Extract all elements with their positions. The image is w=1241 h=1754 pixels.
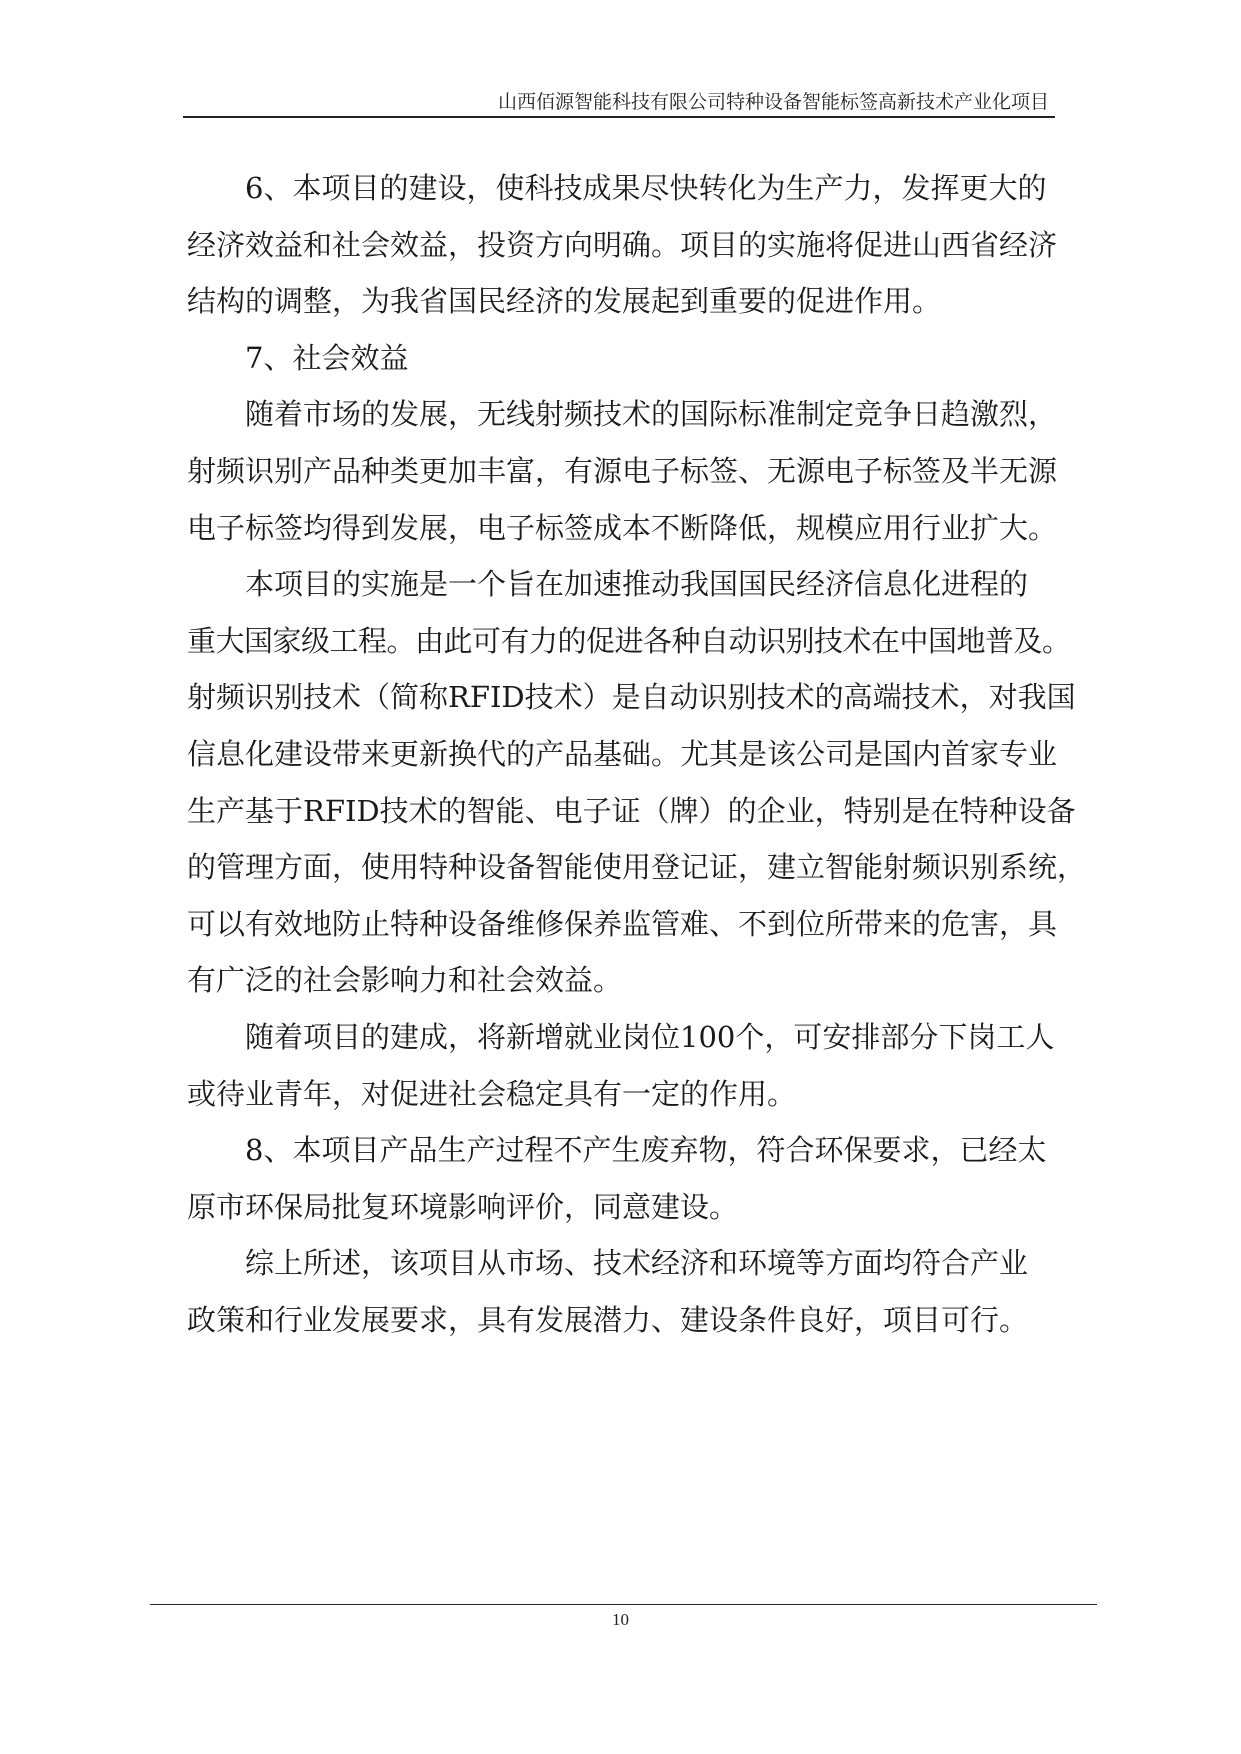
header-title: 山西佰源智能科技有限公司特种设备智能标签高新技术产业化项目 <box>497 91 1049 113</box>
paragraph-market-line-3: 电子标签均得到发展，电子标签成本不断降低，规模应用行业扩大。 <box>187 510 1058 545</box>
page-header <box>183 84 1055 118</box>
paragraph-implementation-line-7: 可以有效地防止特种设备维修保养监管难、不到位所带来的危害，具 <box>187 906 1058 941</box>
paragraph-implementation-line-3: 射频识别技术（简称RFID技术）是自动识别技术的高端技术，对我国 <box>187 680 1076 715</box>
paragraph-implementation-line-8: 有广泛的社会影响力和社会效益。 <box>187 963 623 998</box>
paragraph-implementation-line-5: 生产基于RFID技术的智能、电子证（牌）的企业，特别是在特种设备 <box>187 793 1076 828</box>
paragraph-employment-line-2: 或待业青年，对促进社会稳定具有一定的作用。 <box>187 1076 797 1111</box>
paragraph-employment-line-1: 随着项目的建成，将新增就业岗位100个，可安排部分下岗工人 <box>245 1019 1055 1054</box>
paragraph-6-line-1: 6、本项目的建设，使科技成果尽快转化为生产力，发挥更大的 <box>245 171 1047 205</box>
paragraph-implementation-line-2: 重大国家级工程。由此可有力的促进各种自动识别技术在中国地普及。 <box>187 623 1071 658</box>
paragraph-8-line-1: 8、本项目产品生产过程不产生废弃物，符合环保要求，已经太 <box>245 1133 1047 1168</box>
paragraph-market-line-1: 随着市场的发展，无线射频技术的国际标准制定竞争日趋激烈， <box>245 397 1058 432</box>
paragraph-market-line-2: 射频识别产品种类更加丰富，有源电子标签、无源电子标签及半无源 <box>187 453 1058 488</box>
paragraph-implementation-line-1: 本项目的实施是一个旨在加速推动我国国民经济信息化进程的 <box>245 567 1029 602</box>
paragraph-6-line-2: 经济效益和社会效益，投资方向明确。项目的实施将促进山西省经济 <box>187 227 1058 262</box>
paragraph-6-line-3: 结构的调整，为我省国民经济的发展起到重要的促进作用。 <box>187 284 942 319</box>
paragraph-8-line-2: 原市环保局批复环境影响评价，同意建设。 <box>187 1189 739 1224</box>
footer-divider <box>150 1604 1097 1605</box>
paragraph-implementation-line-6: 的管理方面，使用特种设备智能使用登记证，建立智能射频识别系统， <box>187 850 1087 885</box>
page-number: 10 <box>612 1610 629 1629</box>
paragraph-implementation-line-4: 信息化建设带来更新换代的产品基础。尤其是该公司是国内首家专业 <box>187 736 1058 771</box>
document-body <box>187 160 1087 1348</box>
paragraph-summary-line-2: 政策和行业发展要求，具有发展潜力、建设条件良好，项目可行。 <box>187 1302 1029 1337</box>
section-7-heading: 7、社会效益 <box>245 340 409 375</box>
paragraph-summary-line-1: 综上所述，该项目从市场、技术经济和环境等方面均符合产业 <box>245 1246 1029 1281</box>
